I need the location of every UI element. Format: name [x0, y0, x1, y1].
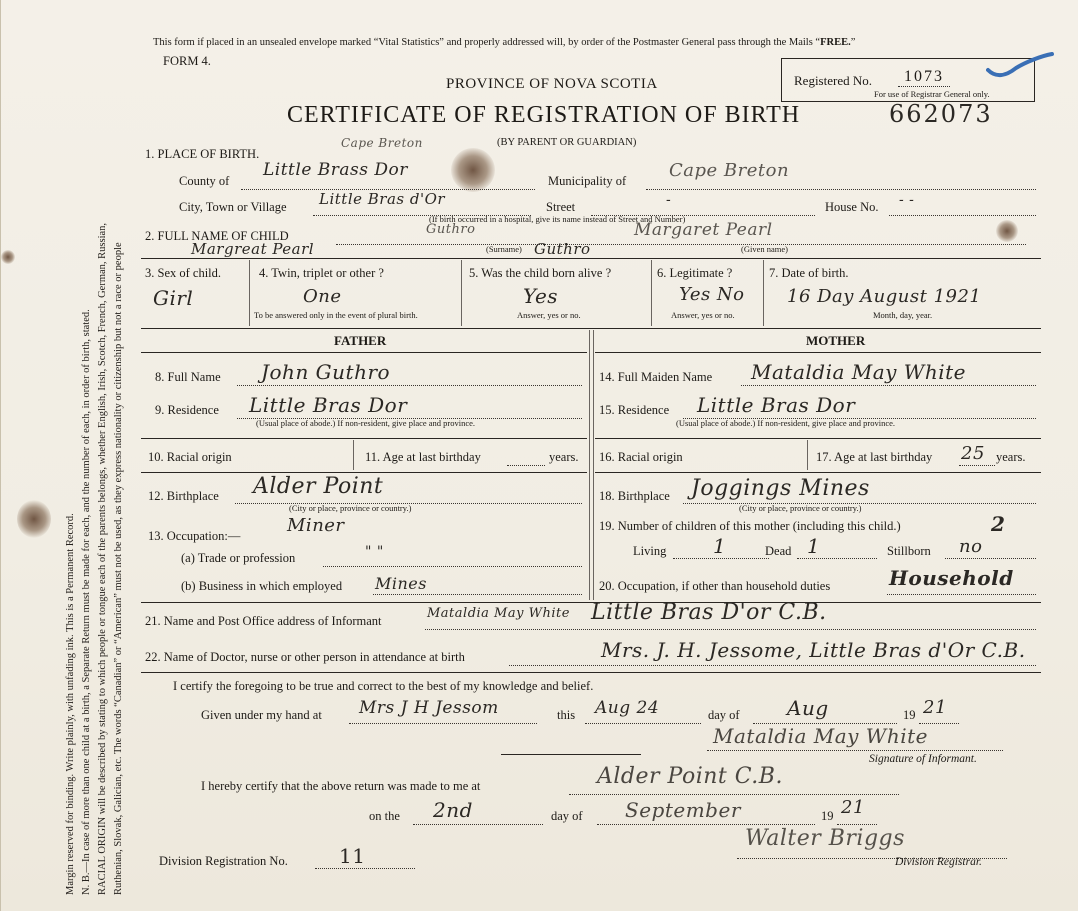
- informant-address: Little Bras D'or C.B.: [591, 600, 827, 625]
- street-label: Street: [546, 200, 576, 214]
- mother-name-line: [741, 385, 1036, 386]
- father-name-value: John Guthro: [261, 360, 391, 384]
- form-number: FORM 4.: [163, 54, 211, 68]
- father-name-line: [237, 385, 582, 386]
- division-label: Division Registration No.: [159, 854, 288, 868]
- doctor-label: 22. Name of Doctor, nurse or other person in attendance at birth: [145, 650, 465, 664]
- mail-notice: [153, 37, 855, 48]
- father-age-unit: years.: [549, 450, 579, 464]
- doctor-line: [509, 665, 1036, 666]
- page-subtitle: (BY PARENT OR GUARDIAN): [497, 137, 637, 148]
- father-business-line: [373, 594, 582, 595]
- mother-racial-label: 16. Racial origin: [599, 450, 683, 464]
- dob-note: Month, day, year.: [873, 310, 933, 320]
- father-trade-line: [323, 566, 582, 567]
- day-of-label: day of: [708, 708, 740, 722]
- mother-children-value: 2: [991, 512, 1006, 536]
- parents-divider: [589, 330, 590, 600]
- division-value: 11: [339, 844, 366, 868]
- mother-birthplace-label: 18. Birthplace: [599, 489, 670, 503]
- margin-nb-note: N. B.—In case of more than one child at a birth, a Separate Return must be made for each, and the number of each, in order of birth, stated.: [81, 309, 92, 895]
- mother-name-label: 14. Full Maiden Name: [599, 370, 713, 384]
- mother-racial-rule: [595, 438, 1041, 439]
- registrar-signature-label: Division Registrar.: [895, 856, 982, 868]
- registrar-day-of-label: day of: [551, 809, 583, 823]
- mother-stillborn-label: Stillborn: [887, 544, 931, 558]
- child-name-alt: Margreat Pearl: [191, 240, 315, 258]
- registrar-year-value: 21: [841, 797, 865, 818]
- father-racial-divider: [353, 440, 354, 470]
- ink-stain: [1, 250, 15, 264]
- legitimate-note: Answer, yes or no.: [671, 310, 735, 320]
- mother-racial-divider: [807, 440, 808, 470]
- registrar-year-line: [837, 824, 877, 825]
- blue-check-mark: [986, 52, 1056, 82]
- year-value: 21: [923, 697, 947, 718]
- mother-living-value: 1: [713, 534, 727, 558]
- given-value: Mrs J H Jessom: [359, 698, 499, 718]
- registered-value: 1073: [898, 68, 950, 87]
- city-label: City, Town or Village: [179, 200, 287, 214]
- informant-line: [425, 629, 1036, 630]
- county-label: County of: [179, 174, 230, 188]
- province-heading: PROVINCE OF NOVA SCOTIA: [446, 76, 658, 92]
- mother-residence-label: 15. Residence: [599, 403, 670, 417]
- father-trade-value: " ": [365, 544, 384, 560]
- registrar-statement: I hereby certify that the above return was made to me at: [201, 779, 481, 793]
- year-prefix: 19: [903, 708, 916, 722]
- mother-age-value: 25: [961, 443, 985, 464]
- row-divider: [249, 260, 250, 326]
- child-name-label: 2. FULL NAME OF CHILD: [145, 229, 289, 243]
- house-label: House No.: [825, 200, 879, 214]
- county-value: Little Brass Dor: [263, 160, 408, 180]
- on-the-label: on the: [369, 809, 400, 823]
- mother-birthplace-note: (City or place, province or country.): [739, 503, 862, 513]
- on-the-line: [413, 824, 543, 825]
- mother-age-label: 17. Age at last birthday: [816, 450, 933, 464]
- municipality-line: [646, 189, 1036, 190]
- sex-label: 3. Sex of child.: [145, 266, 222, 280]
- ink-stain: [17, 500, 51, 538]
- legitimate-label: 6. Legitimate ?: [657, 266, 733, 280]
- mother-dead-value: 1: [807, 534, 821, 558]
- father-name-label: 8. Full Name: [155, 370, 221, 384]
- city-value: Little Bras d'Or: [319, 190, 446, 208]
- mother-heading: MOTHER: [806, 333, 866, 348]
- mother-children-label: 19. Number of children of this mother (including this child.): [599, 519, 901, 533]
- informant-signature-label: Signature of Informant.: [869, 753, 977, 765]
- alive-value: Yes: [523, 284, 559, 308]
- father-racial-rule: [141, 438, 587, 439]
- father-bp-rule: [141, 472, 587, 473]
- surname-note: (Surname): [486, 244, 522, 254]
- twin-note: To be answered only in the event of plural birth.: [254, 310, 418, 320]
- mother-stillborn-line: [945, 558, 1036, 559]
- father-business-label: (b) Business in which employed: [181, 579, 343, 593]
- alive-label: 5. Was the child born alive ?: [469, 266, 612, 280]
- mother-residence-note: (Usual place of abode.) If non-resident, give place and province.: [676, 418, 896, 428]
- registrar-place: Alder Point C.B.: [597, 764, 783, 789]
- this-value: Aug 24: [595, 698, 660, 718]
- father-heading: FATHER: [334, 333, 387, 348]
- registrar-year-prefix: 19: [821, 809, 834, 823]
- this-label: this: [557, 708, 576, 722]
- registered-label: Registered No.: [794, 73, 872, 88]
- place-of-birth-label: 1. PLACE OF BIRTH.: [145, 147, 260, 161]
- given-label: Given under my hand at: [201, 708, 322, 722]
- mail-notice-close: ”: [850, 37, 856, 48]
- mother-birthplace-value: Joggings Mines: [691, 476, 870, 501]
- doctor-value: Mrs. J. H. Jessome, Little Bras d'Or C.B.: [601, 638, 1026, 662]
- registrar-signature: Walter Briggs: [745, 826, 905, 851]
- informant-signature-line: [707, 750, 1003, 751]
- given-line: [349, 723, 537, 724]
- mother-heading-rule: [595, 352, 1041, 353]
- legitimate-value: Yes No: [679, 284, 745, 305]
- informant-signature: Mataldia May White: [713, 724, 929, 748]
- margin-racial-note: RACIAL ORIGIN will be described by stating to which people or tongue each of the parents belongs, whether English, Irish, Scotch, French, German, Russian,: [97, 222, 108, 895]
- dob-value: 16 Day August 1921: [787, 286, 982, 307]
- day-of-value: Aug: [787, 696, 829, 720]
- mother-occupation-label: 20. Occupation, if other than household duties: [599, 579, 831, 593]
- father-age-line: [507, 465, 545, 466]
- ink-stain: [996, 220, 1018, 242]
- alive-note: Answer, yes or no.: [517, 310, 581, 320]
- child-given-upper: Margaret Pearl: [634, 220, 773, 240]
- street-value: -: [666, 192, 672, 208]
- mother-age-unit: years.: [996, 450, 1026, 464]
- registrar-day-of-value: September: [625, 798, 741, 822]
- mother-bp-rule: [595, 472, 1041, 473]
- twin-label: 4. Twin, triplet or other ?: [259, 266, 384, 280]
- handwritten-number: 662073: [889, 100, 993, 128]
- child-surname-upper: Guthro: [426, 222, 476, 237]
- municipality-value: Cape Breton: [669, 160, 790, 181]
- father-occupation-value: Miner: [287, 515, 345, 536]
- row-top-rule: [141, 258, 1041, 259]
- father-business-value: Mines: [375, 574, 427, 593]
- certify-top-rule: [141, 672, 1041, 673]
- father-residence-value: Little Bras Dor: [249, 393, 408, 417]
- registrar-place-line: [569, 794, 899, 795]
- dob-label: 7. Date of birth.: [769, 266, 849, 280]
- father-heading-rule: [141, 352, 587, 353]
- house-value: - -: [899, 192, 915, 208]
- informant-name: Mataldia May White: [427, 606, 570, 621]
- margin-racial-note-2: Ruthenian, Slovak, Galician, etc. The words “Canadian” or “American” must not be used, as they express nationality or citizenship but not a race or people: [113, 242, 124, 895]
- mother-residence-value: Little Bras Dor: [697, 393, 856, 417]
- sex-value: Girl: [153, 286, 194, 310]
- informant-label: 21. Name and Post Office address of Informant: [145, 614, 382, 628]
- father-birthplace-value: Alder Point: [253, 474, 384, 499]
- mother-dead-line: [797, 558, 877, 559]
- father-residence-note: (Usual place of abode.) If non-resident, give place and province.: [256, 418, 476, 428]
- mother-dead-label: Dead: [765, 544, 792, 558]
- mother-living-line: [673, 558, 769, 559]
- mother-occupation-value: Household: [889, 566, 1014, 590]
- mother-name-value: Mataldia May White: [751, 360, 967, 384]
- mother-occupation-line: [887, 594, 1036, 595]
- parents-top-rule: [141, 328, 1041, 329]
- child-surname: Guthro: [534, 240, 591, 258]
- father-residence-label: 9. Residence: [155, 403, 219, 417]
- row-divider: [651, 260, 652, 326]
- mother-living-label: Living: [633, 544, 667, 558]
- mail-notice-free: FREE.: [820, 37, 851, 48]
- margin-binding-note: Margin reserved for binding. Write plainly, with unfading ink. This is a Permanent Record.: [65, 513, 76, 895]
- mother-stillborn-value: no: [959, 536, 983, 557]
- father-trade-label: (a) Trade or profession: [181, 551, 296, 565]
- father-age-label: 11. Age at last birthday: [365, 450, 481, 464]
- father-birthplace-note: (City or place, province or country.): [289, 503, 412, 513]
- this-line: [585, 723, 701, 724]
- house-line: [889, 215, 1036, 216]
- hospital-note: (If birth occurred in a hospital, give its name instead of Street and Number): [429, 214, 686, 224]
- mail-notice-text: This form if placed in an unsealed envelope marked “Vital Statistics” and properly addressed will, by order of the Postmaster General pass through the Mails “: [153, 37, 821, 48]
- mother-age-line: [959, 465, 995, 466]
- registered-note: For use of Registrar General only.: [874, 89, 990, 99]
- registrar-day-of-line: [597, 824, 815, 825]
- signature-gap-rule: [501, 754, 641, 755]
- division-line: [315, 868, 415, 869]
- given-note: (Given name): [741, 244, 788, 254]
- father-racial-label: 10. Racial origin: [148, 450, 232, 464]
- row-divider: [461, 260, 462, 326]
- twin-value: One: [303, 286, 342, 307]
- child-name-line: [336, 244, 1026, 245]
- row-divider: [763, 260, 764, 326]
- certify-statement: I certify the foregoing to be true and correct to the best of my knowledge and belief.: [173, 679, 594, 693]
- father-occupation-label: 13. Occupation:—: [148, 529, 241, 543]
- parents-divider-2: [593, 330, 594, 600]
- page-title: CERTIFICATE OF REGISTRATION OF BIRTH: [287, 102, 801, 128]
- ink-stain: [451, 148, 495, 192]
- municipality-label: Municipality of: [548, 174, 627, 188]
- father-birthplace-label: 12. Birthplace: [148, 489, 219, 503]
- on-the-value: 2nd: [433, 798, 473, 822]
- place-annotation: Cape Breton: [341, 136, 423, 150]
